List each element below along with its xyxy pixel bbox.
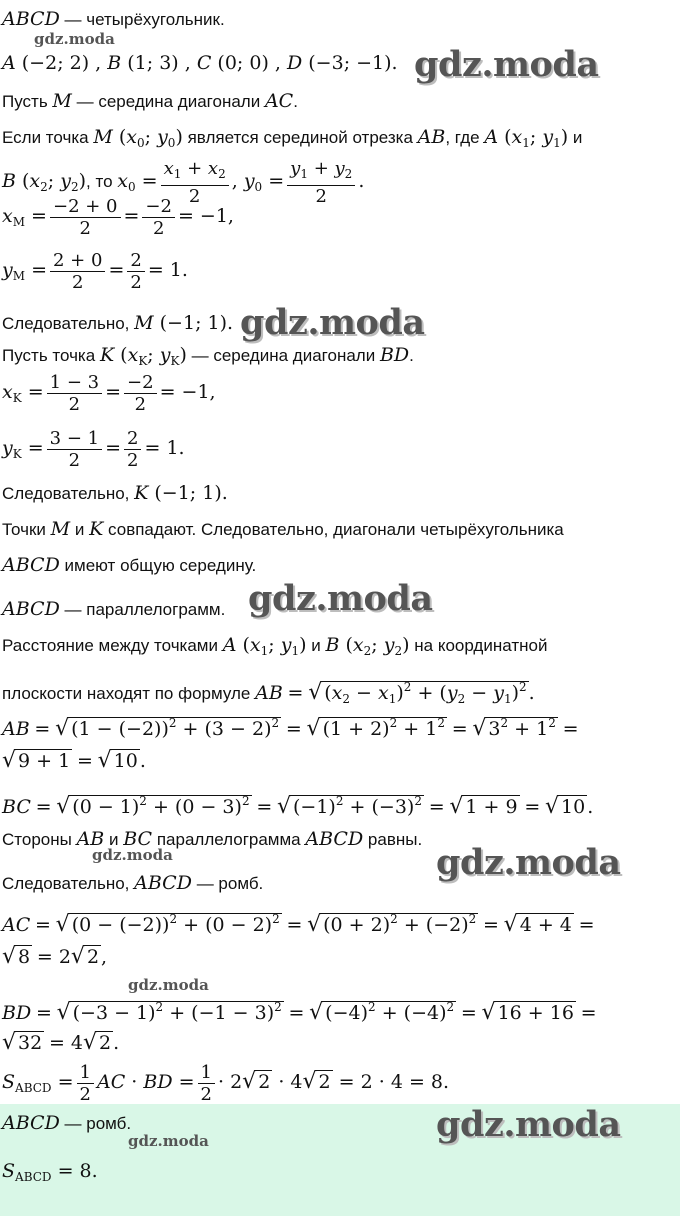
- text: — четырёхугольник.: [64, 10, 225, 29]
- line-25: BD = √ $(-3 - 1)^2 + (-1 - 3)^2$ = √ $(-4)^2 + (-4)^2$ = √ 16 + 16 =: [2, 1000, 597, 1025]
- watermark: gdz.moda: [414, 44, 599, 85]
- line-22: Следовательно, ABCD — ромб.: [2, 872, 264, 894]
- watermark: gdz.moda: [248, 578, 433, 619]
- line-11: $y_K$ = $\frac{3 - 1}{2}$ = $\frac{2}{2}$ = 1.: [2, 428, 185, 471]
- line-2: A (−2; 2) , B (1; 3) , C (0; 0) , D (−3; −1).: [2, 52, 398, 74]
- line-14: ABCD имеют общую середину.: [2, 554, 257, 576]
- line-10: $x_K$ = $\frac{1 - 3}{2}$ = $\frac{-2}{2}$ = −1,: [2, 372, 216, 415]
- line-23: AC = √ $(0 - (-2))^2 + (0 - 2)^2$ = √ $(0 + 2)^2 + (-2)^2$ = √ 4 + 4 =: [2, 912, 595, 937]
- line-24: √ 8 = 2√ 2 ,: [2, 944, 108, 969]
- line-16: Расстояние между точками A ($x_1$; $y_1$) и B ($x_2$; $y_2$) на координатной: [2, 634, 548, 658]
- line-21: Стороны AB и BC параллелограмма ABCD равны.: [2, 828, 423, 850]
- watermark: gdz.moda: [128, 976, 209, 994]
- watermark: gdz.moda: [436, 1104, 621, 1145]
- watermark: gdz.moda: [436, 842, 621, 883]
- line-4: Если точка M ($x_0$; $y_0$) является серединой отрезка AB, где A ($x_1$; $y_1$) и: [2, 126, 583, 150]
- line-26: √ 32 = 4√ 2 .: [2, 1030, 120, 1055]
- watermark: gdz.moda: [92, 846, 173, 864]
- answer-line-1: ABCD — ромб.: [2, 1112, 132, 1134]
- line-15: ABCD — параллелограмм.: [2, 598, 226, 620]
- line-6: $x_M$ = $\frac{-2 + 0}{2}$ = $\frac{-2}{2}$ = −1,: [2, 196, 234, 239]
- line-3: Пусть M — середина диагонали AC.: [2, 90, 298, 112]
- watermark: gdz.moda: [128, 1132, 209, 1150]
- answer-line-2: $S_{ABCD} = 8$.: [2, 1160, 98, 1184]
- line-8: Следовательно, M (−1; 1).: [2, 312, 234, 334]
- line-19: √ 9 + 1 = √ 10 .: [2, 748, 146, 773]
- line-13: Точки M и K совпадают. Следовательно, диагонали четырёхугольника: [2, 518, 564, 540]
- watermark: gdz.moda: [240, 302, 425, 343]
- line-7: $y_M$ = $\frac{2 + 0}{2}$ = $\frac{2}{2}$ = 1.: [2, 250, 188, 293]
- line-17: плоскости находят по формуле AB = √ $(x_2 - x_1)^2 + (y_2 - y_1)^2$ .: [2, 680, 535, 706]
- line-27: $S_{ABCD}$ = $\frac{1}{2}$ AC · BD = $\frac{1}{2}$ · 2√ 2 · 4√ 2 = 2 · 4 = 8.: [2, 1062, 450, 1105]
- line-9: Пусть точка K ($x_K$; $y_K$) — середина диагонали BD.: [2, 344, 414, 368]
- line-1: ABCD — четырёхугольник.: [2, 8, 225, 30]
- line-20: BC = √ $(0 - 1)^2 + (0 - 3)^2$ = √ $(-1)^2 + (-3)^2$ = √ 1 + 9 = √ 10 .: [2, 794, 594, 819]
- line-18: AB = √ $(1 - (-2))^2 + (3 - 2)^2$ = √ $(1 + 2)^2 + 1^2$ = √ $3^2 + 1^2$ =: [2, 716, 579, 741]
- line-5: B ($x_2$; $y_2$), то $x_0$ = $\frac{x_1 + x_2}{2}$ , $y_0$ = $\frac{y_1 + y_2}{2}$ .: [2, 158, 365, 207]
- line-12: Следовательно, K (−1; 1).: [2, 482, 228, 504]
- watermark: gdz.moda: [34, 30, 115, 48]
